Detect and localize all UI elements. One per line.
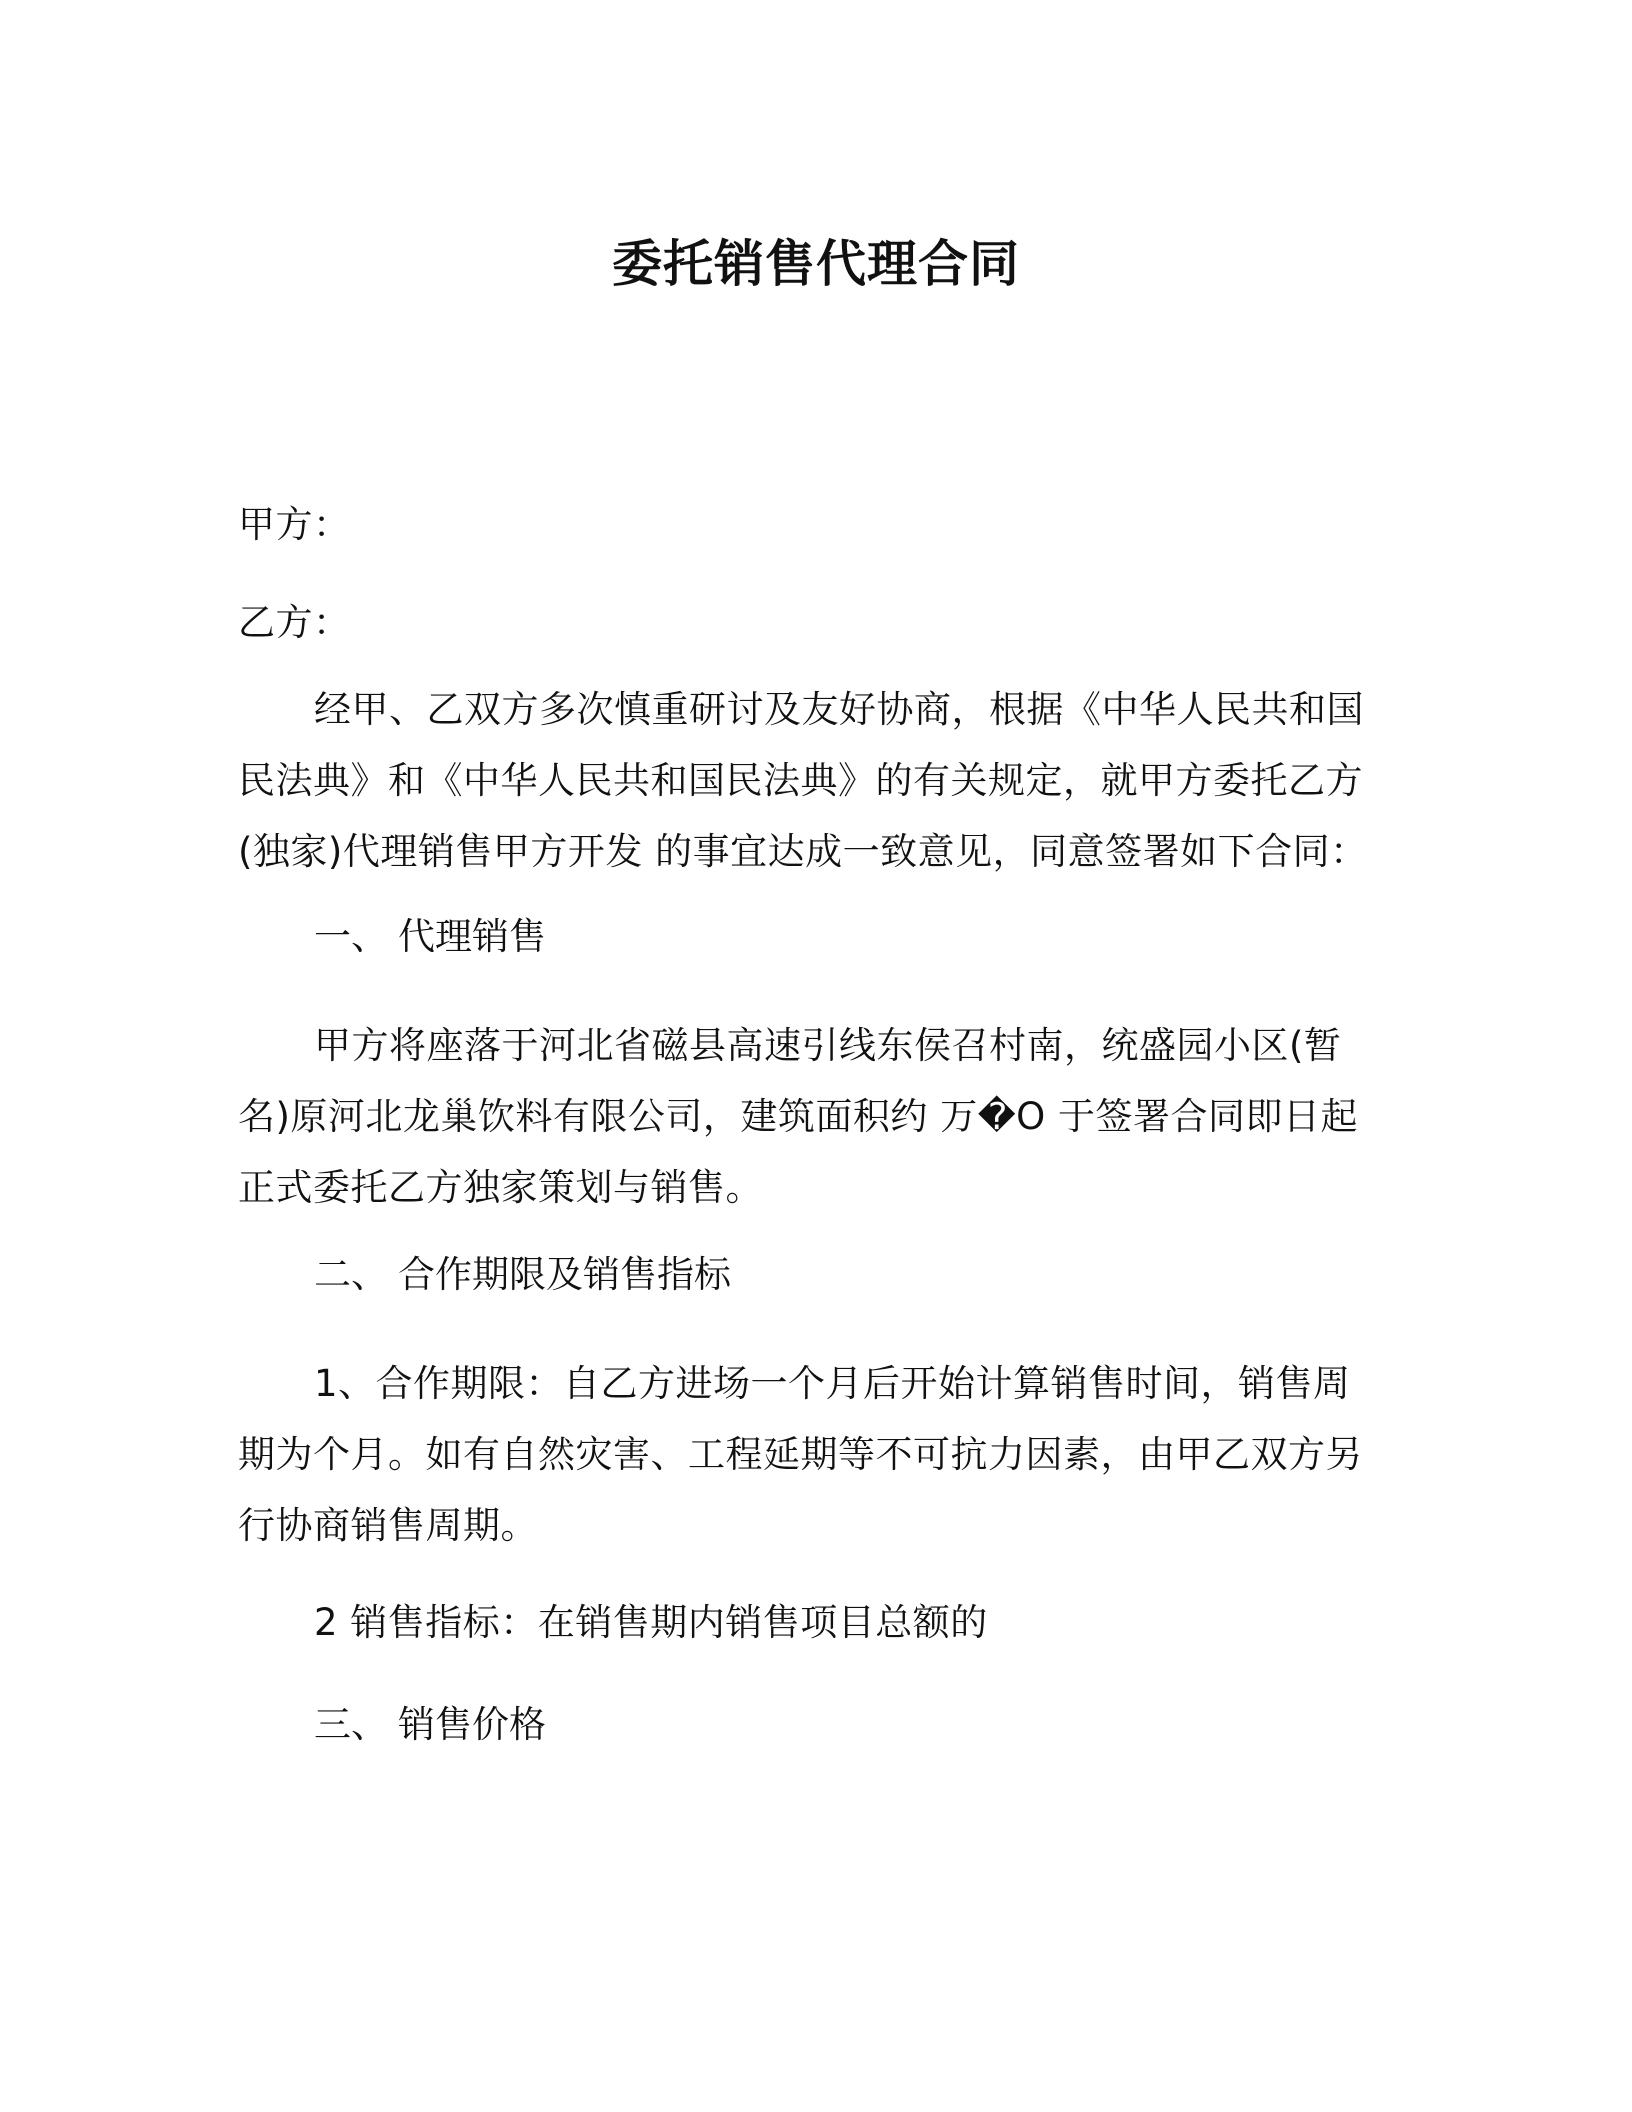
section-number: 二、 xyxy=(314,1253,388,1296)
section-1-body: 甲方将座落于河北省磁县高速引线东侯召村南，统盛园小区(暂名)原河北龙巢饮料有限公司，建筑面积约 万�O 于签署合同即日起正式委托乙方独家策划与销售。 xyxy=(238,1024,1359,1209)
section-title: 销售价格 xyxy=(398,1703,546,1746)
section-title: 合作期限及销售指标 xyxy=(398,1253,731,1296)
section-heading-2 xyxy=(314,1244,731,1298)
section-number: 一、 xyxy=(314,915,388,958)
section-title: 代理销售 xyxy=(398,915,546,958)
intro-paragraph: 经甲、乙双方多次慎重研讨及友好协商，根据《中华人民共和国民法典》和《中华人民共和国民法典》的有关规定，就甲方委托乙方(独家)代理销售甲方开发 的事宜达成一致意见，同意签署如下合同： xyxy=(238,688,1368,873)
document-title: 委托销售代理合同 xyxy=(612,235,1020,293)
party-b-label: 乙方： xyxy=(238,601,351,644)
section-2-clause-2: 2 销售指标：在销售期内销售项目总额的 xyxy=(314,1601,988,1644)
section-heading-3 xyxy=(314,1694,546,1748)
party-a-label: 甲方： xyxy=(238,503,351,546)
section-number: 三、 xyxy=(314,1703,388,1746)
section-heading-1 xyxy=(314,906,546,960)
section-2-clause-1: 1、合作期限：自乙方进场一个月后开始计算销售时间，销售周期为个月。如有自然灾害、工程延期等不可抗力因素，由甲乙双方另行协商销售周期。 xyxy=(238,1362,1363,1547)
